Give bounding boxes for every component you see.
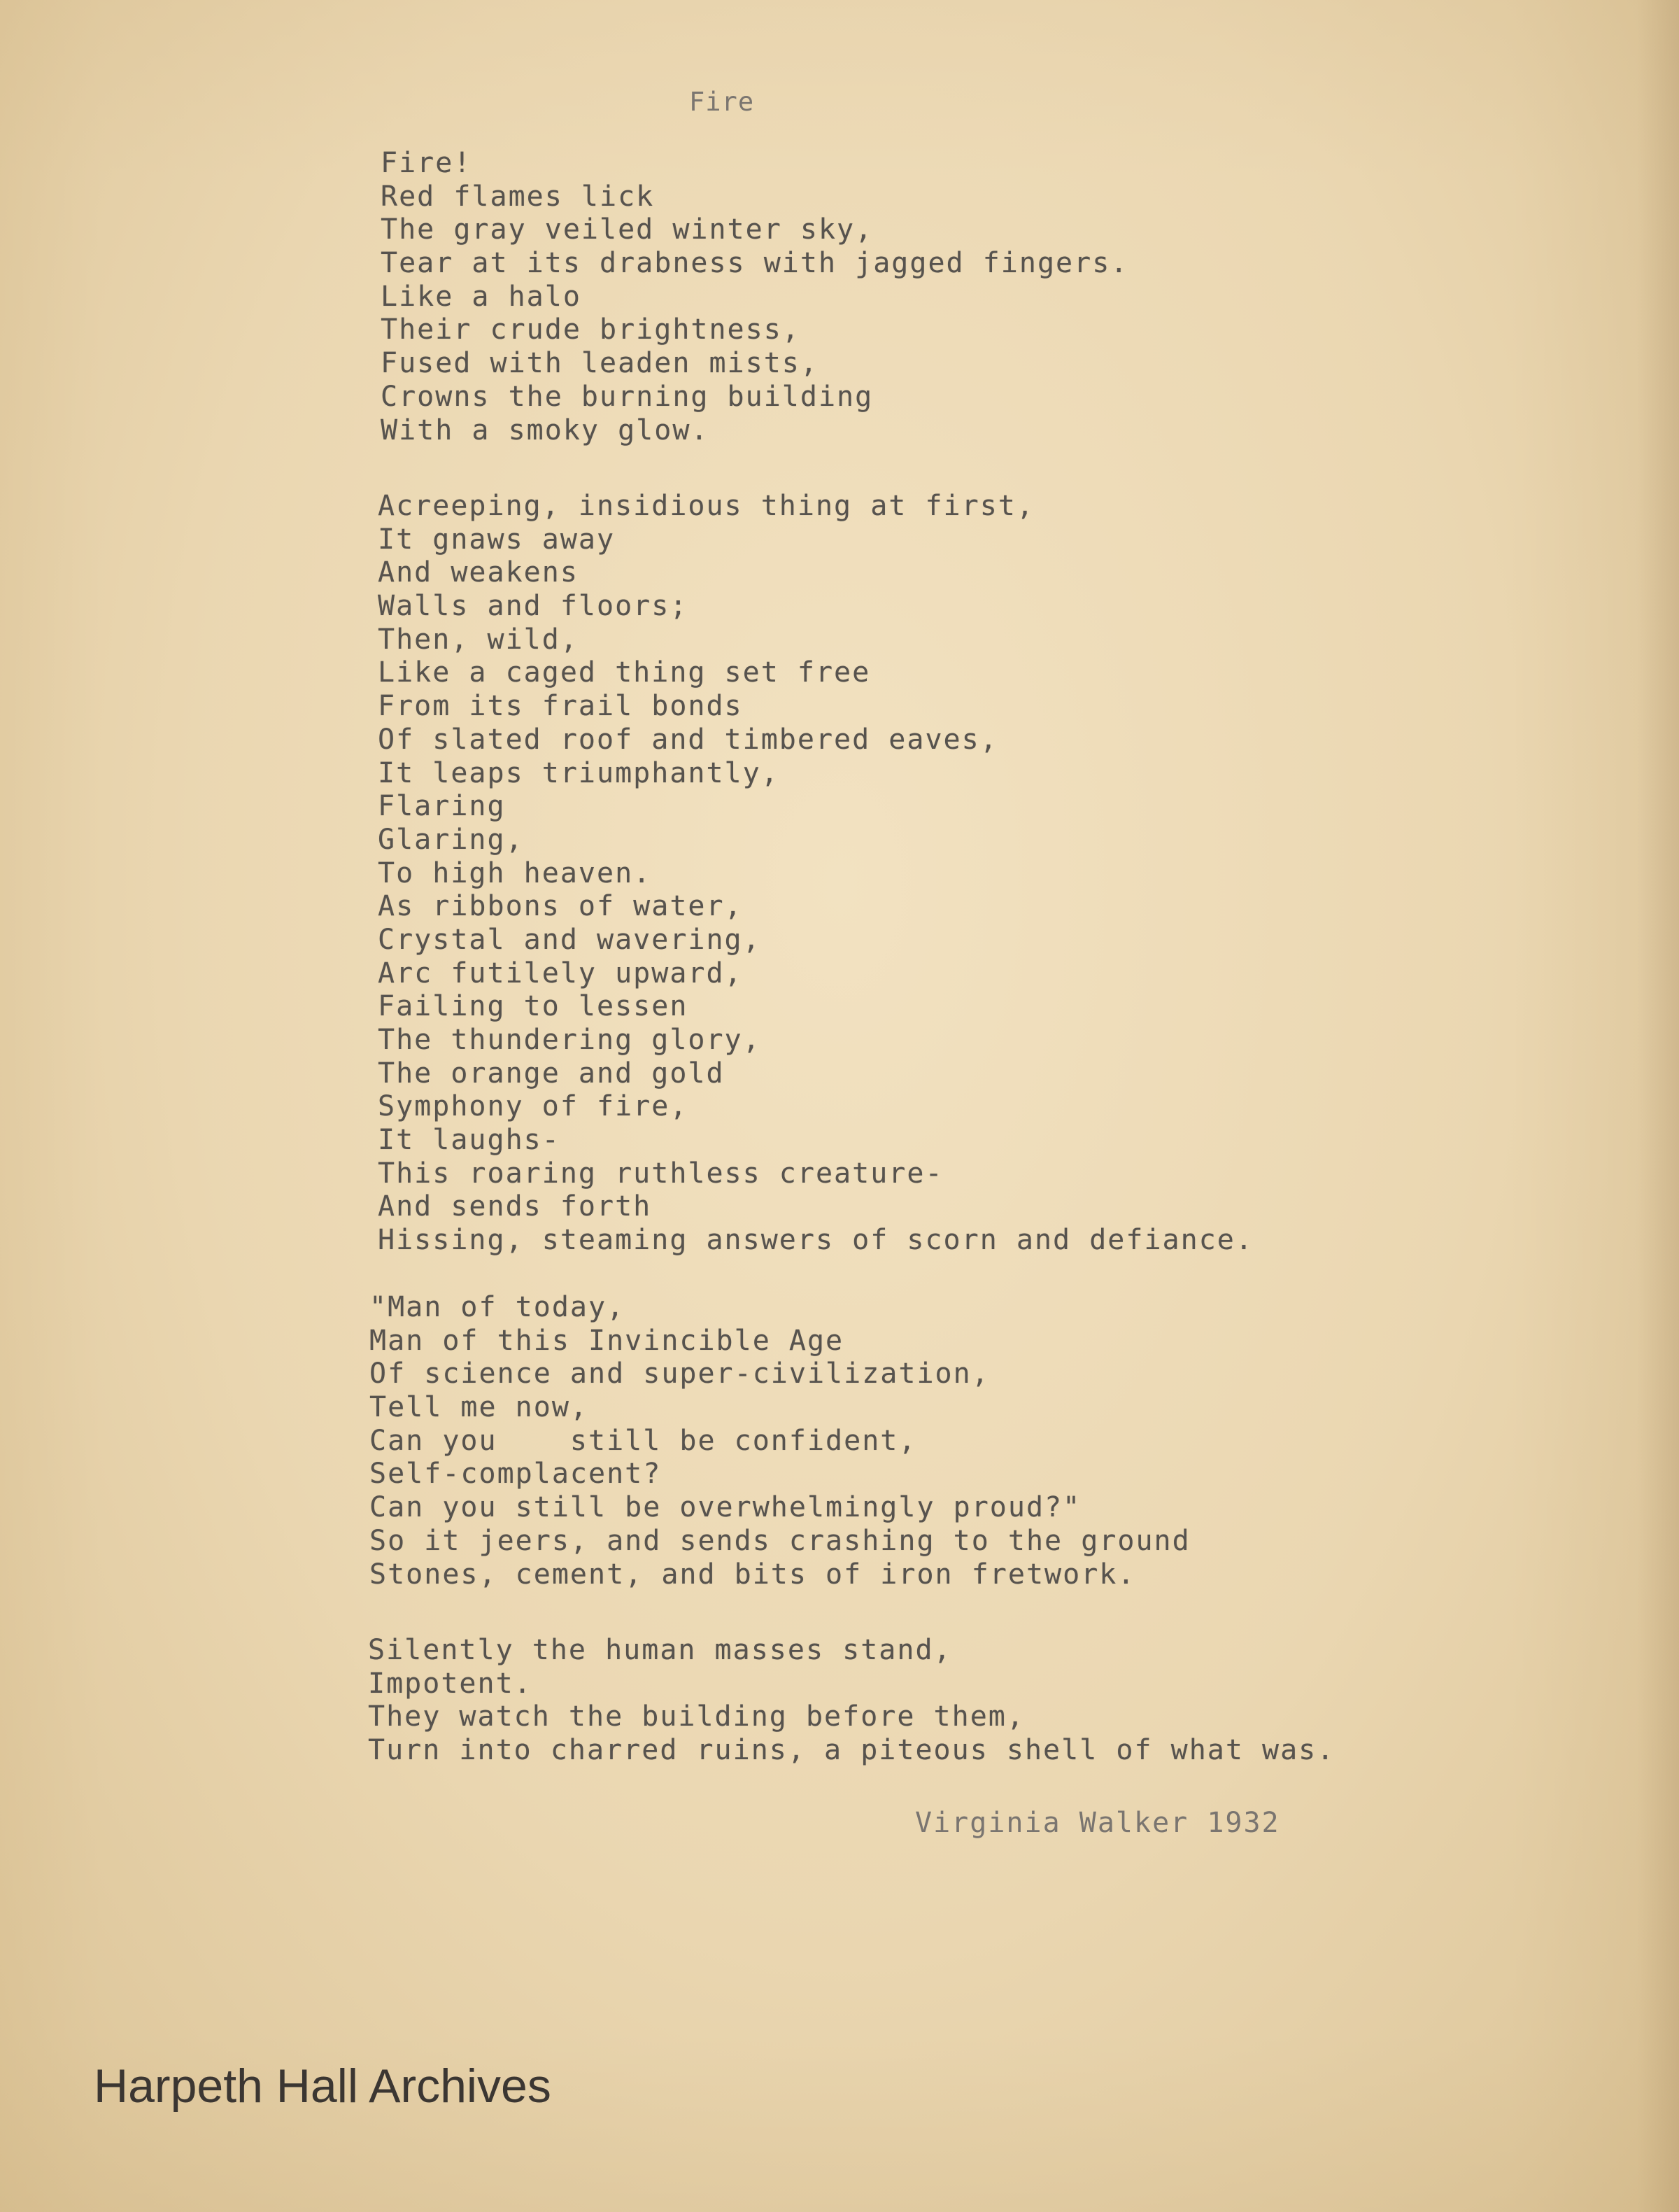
archive-watermark: Harpeth Hall Archives <box>94 2059 551 2113</box>
poem-line: Of science and super-civilization, <box>369 1358 990 1390</box>
stanza-2 <box>378 490 1254 1258</box>
poem-line: As ribbons of water, <box>378 890 743 923</box>
poem-line: Arc futilely upward, <box>378 957 743 989</box>
poem-line: And sends forth <box>378 1190 652 1223</box>
poem-line: Self-complacent? <box>369 1458 662 1491</box>
poem-line: Red flames lick <box>381 180 655 213</box>
poem-line: Like a halo <box>381 280 581 313</box>
poem-line: Stones, cement, and bits of iron fretwork. <box>369 1558 1136 1591</box>
poem-line: "Man of today, <box>369 1291 625 1323</box>
poem-line: Their crude brightness, <box>381 314 800 346</box>
poem-line: Crystal and wavering, <box>378 923 761 956</box>
stanza-1 <box>381 147 1128 447</box>
poem-line: Symphony of fire, <box>378 1090 688 1123</box>
poem-line: Silently the human masses stand, <box>368 1634 952 1666</box>
poem-line: So it jeers, and sends crashing to the ground <box>369 1524 1191 1557</box>
poem-line: Crowns the burning building <box>381 380 874 413</box>
poem-line: Glaring, <box>378 823 524 856</box>
poem-line: Then, wild, <box>378 623 579 656</box>
poem-line: Of slated roof and timbered eaves, <box>378 723 998 756</box>
poem-line: Walls and floors; <box>378 590 688 623</box>
stanza-3 <box>369 1291 1191 1591</box>
poem-line: They watch the building before them, <box>368 1700 1025 1733</box>
poem-line: Acreeping, insidious thing at first, <box>378 490 1035 522</box>
poem-line: Can you still be overwhelmingly proud?" <box>369 1491 1082 1524</box>
poem-line: Tear at its drabness with jagged fingers. <box>381 247 1129 280</box>
poem-line: Impotent. <box>368 1667 532 1700</box>
poem-line: Turn into charred ruins, a piteous shell of what was. <box>368 1734 1336 1767</box>
poem-line: Flaring <box>378 790 506 823</box>
poem-line: Like a caged thing set free <box>378 656 871 689</box>
poem-line: It leaps triumphantly, <box>378 756 779 789</box>
poem-line: Hissing, steaming answers of scorn and defiance. <box>378 1224 1254 1257</box>
poem-line: And weakens <box>378 556 579 589</box>
poem-line: From its frail bonds <box>378 690 743 723</box>
poem-line: With a smoky glow. <box>381 414 709 446</box>
paper-edge-shadow <box>1637 0 1679 2212</box>
poem-line: It laughs- <box>378 1124 560 1157</box>
poem-line: Tell me now, <box>369 1391 588 1424</box>
poem-line: Failing to lessen <box>378 990 688 1023</box>
stanza-4 <box>368 1634 1335 1768</box>
poem-title: Fire <box>689 87 755 117</box>
author-signature: Virginia Walker 1932 <box>915 1807 1280 1839</box>
poem-line: This roaring ruthless creature- <box>378 1157 944 1190</box>
poem-line: The gray veiled winter sky, <box>381 213 874 246</box>
poem-line: The thundering glory, <box>378 1024 761 1056</box>
poem-line: Can you still be confident, <box>369 1424 917 1457</box>
poem-line: Fused with leaden mists, <box>381 347 819 380</box>
poem-line: Man of this Invincible Age <box>369 1324 844 1357</box>
poem-line: Fire! <box>381 147 472 179</box>
poem-line: The orange and gold <box>378 1057 725 1090</box>
poem-line: It gnaws away <box>378 523 616 556</box>
poem-line: To high heaven. <box>378 857 652 889</box>
